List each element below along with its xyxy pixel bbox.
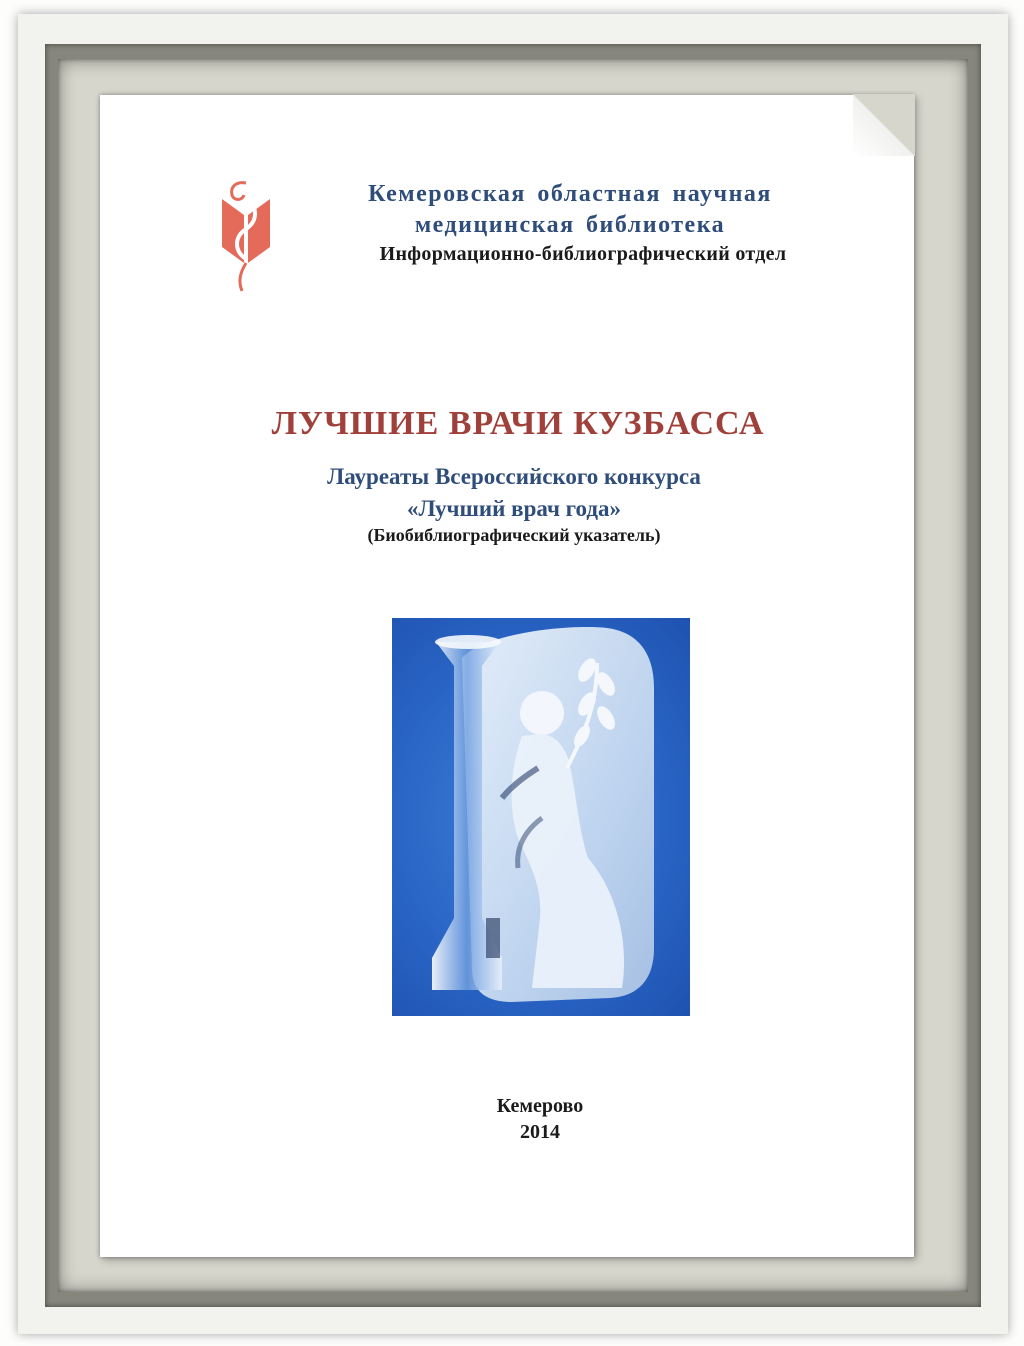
department-name: Информационно-библиографический отдел bbox=[379, 243, 787, 265]
document-cover-page bbox=[100, 95, 914, 1257]
subtitle-line1: Лауреаты Всероссийского конкурса bbox=[327, 464, 701, 489]
subtitle-line2: «Лучший врач года» bbox=[406, 496, 622, 521]
organization-header bbox=[290, 179, 850, 268]
cover-image-award-statuette bbox=[392, 618, 690, 1016]
award-statuette-icon bbox=[392, 618, 690, 1016]
imprint-city: Кемерово bbox=[496, 1095, 584, 1117]
document-type-note: (Биобиблиографический указатель) bbox=[367, 525, 661, 545]
document-subtitle bbox=[100, 461, 928, 525]
imprint bbox=[100, 1093, 980, 1145]
library-logo-icon bbox=[218, 177, 274, 295]
imprint-year: 2014 bbox=[520, 1121, 560, 1143]
page-corner-fold bbox=[853, 94, 915, 156]
organization-name-line1: Кемеровская областная научная bbox=[368, 181, 772, 207]
organization-name-line2: медицинская библиотека bbox=[414, 212, 726, 238]
document-title: ЛУЧШИЕ ВРАЧИ КУЗБАССА bbox=[271, 405, 765, 442]
